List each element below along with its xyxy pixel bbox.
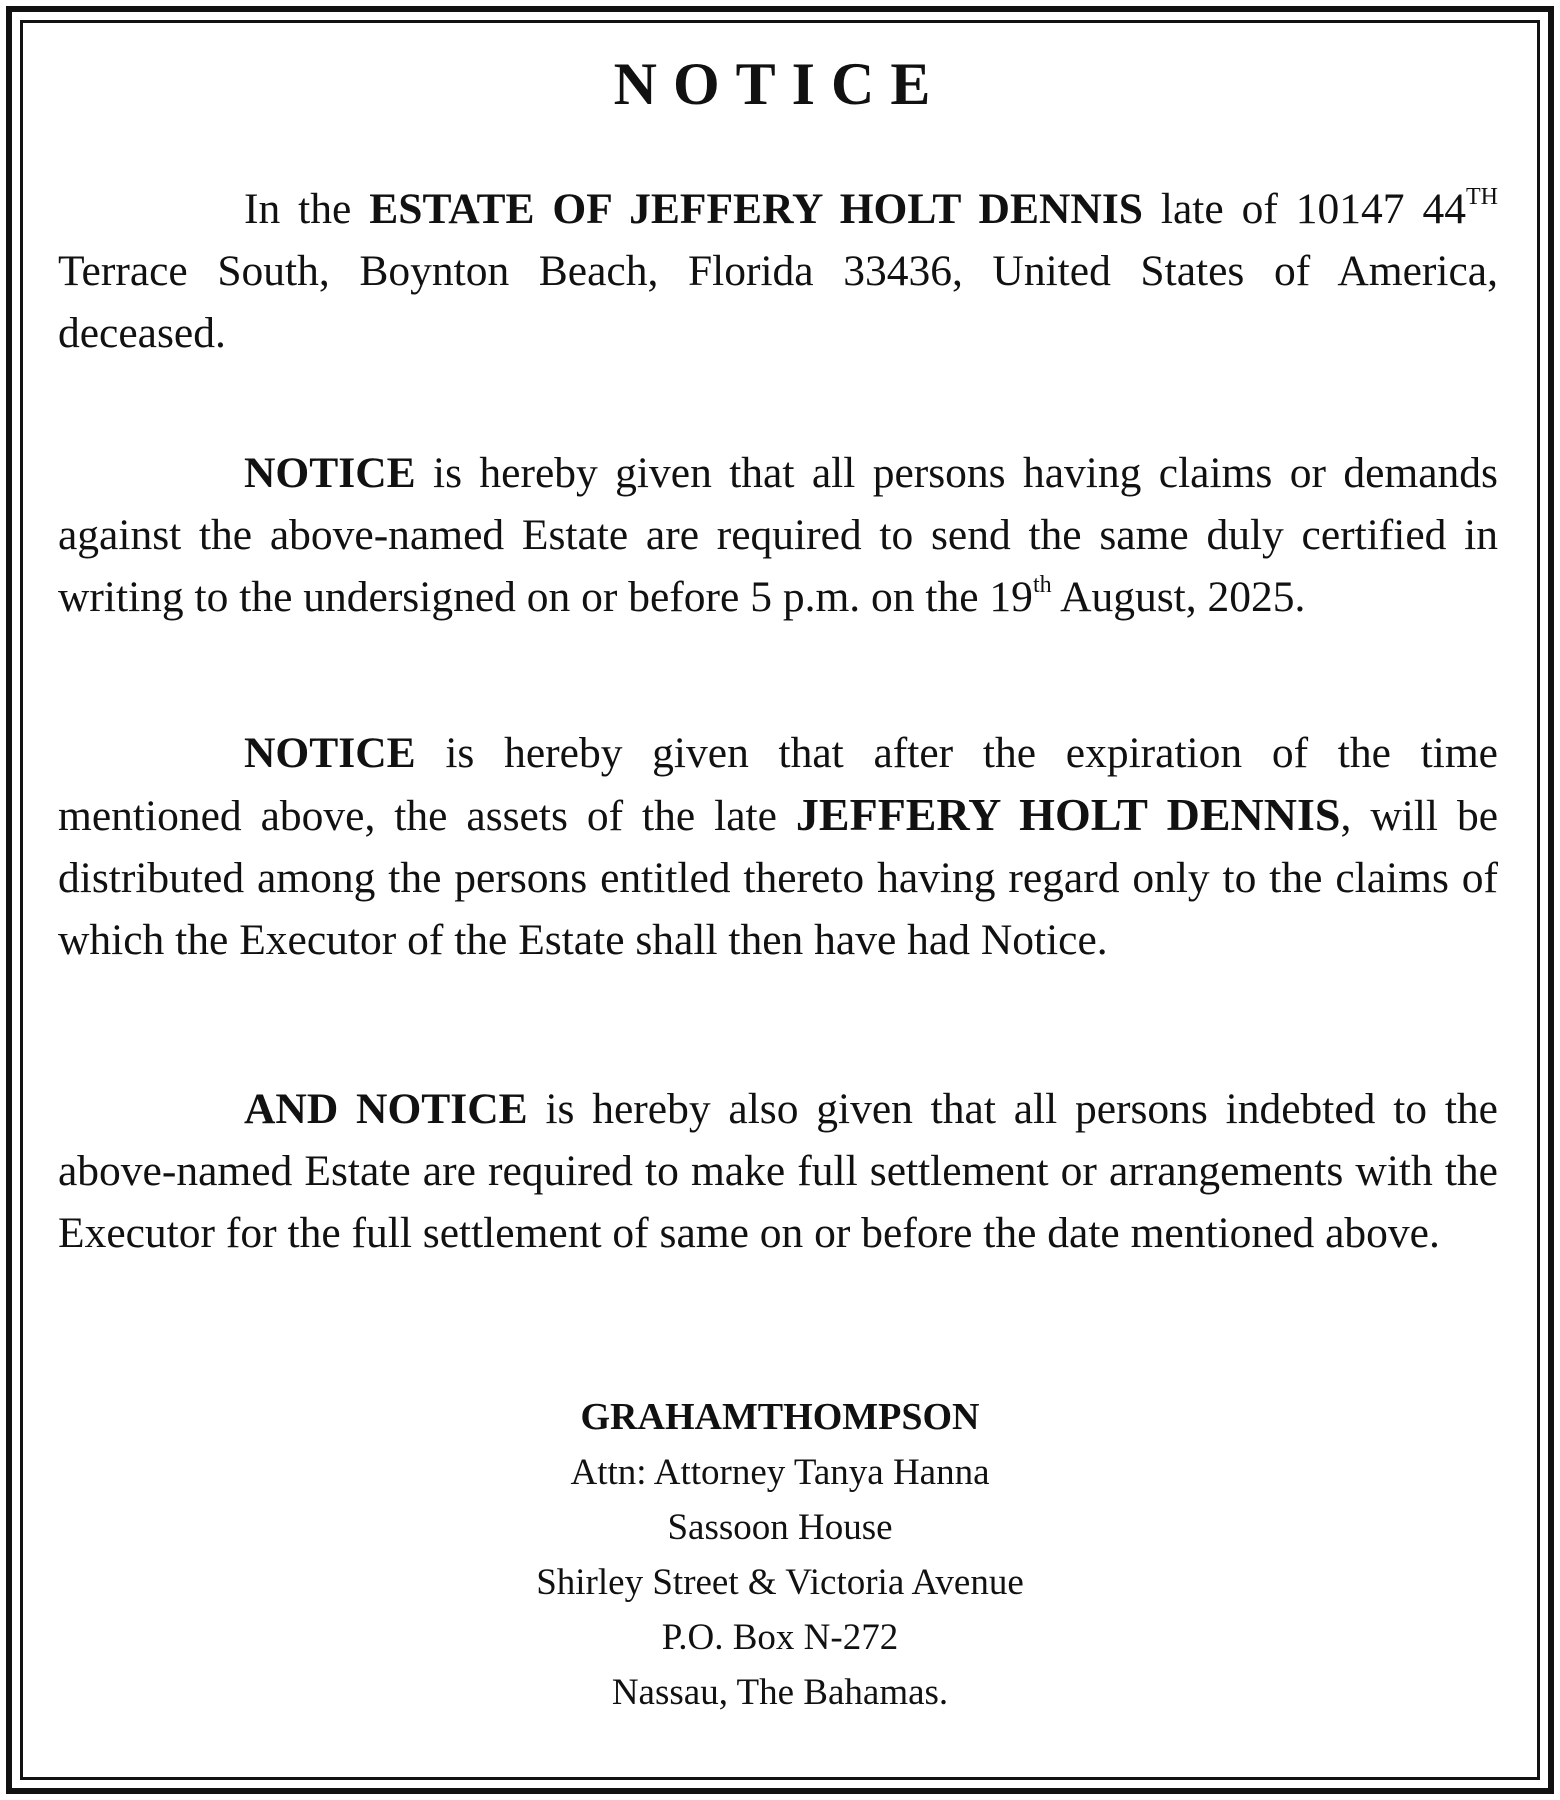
estate-address-a: late of 10147 44 [1142, 185, 1466, 233]
estate-address-b: Terrace South, Boynton Beach, Florida 33436, United States of America, deceased. [58, 247, 1498, 357]
city-line: Nassau, The Bahamas. [611, 1672, 949, 1713]
street-line: Shirley Street & Victoria Avenue [536, 1562, 1024, 1603]
claims-notice-label: NOTICE [244, 449, 416, 497]
firm-name: GRAHAMTHOMPSON [580, 1396, 980, 1438]
debts-paragraph [58, 1078, 1498, 1264]
debts-text: is hereby also given that all persons indebted to the above-named Estate are required to make full settlement or arrangements with the Executor for the full settlement of same on or before the date mentioned above. [58, 1085, 1498, 1257]
estate-address-sup: TH [1466, 183, 1498, 210]
estate-lead: In the [244, 185, 370, 233]
estate-name: ESTATE OF JEFFERY HOLT DENNIS [369, 185, 1143, 233]
claims-text-a: is hereby given that all persons having claims or demands against the above-named Estate are required to send the same duly certified in writing to the undersigned on or before 5 p.m. on the 19 [58, 449, 1498, 621]
distribution-text-a: is hereby given that after the expiration of the time mentioned above, the assets of the late [58, 729, 1498, 840]
distribution-paragraph [58, 722, 1498, 971]
deceased-name: JEFFERY HOLT DENNIS [795, 789, 1341, 840]
po-box-line: P.O. Box N-272 [661, 1617, 899, 1658]
notice-title: NOTICE [613, 51, 947, 117]
distribution-text-b: , will be distributed among the persons entitled thereto having regard only to the claims of which the Executor of the Estate shall then have had Notice. [58, 792, 1499, 964]
estate-paragraph [58, 178, 1498, 364]
building-line: Sassoon House [667, 1507, 893, 1548]
distribution-notice-label: NOTICE [244, 729, 416, 777]
debts-notice-label: AND NOTICE [244, 1085, 528, 1133]
claims-text-b: August, 2025. [1051, 573, 1306, 621]
claims-date-sup: th [1032, 571, 1052, 598]
claims-paragraph [58, 442, 1498, 628]
signature-block [0, 1390, 1560, 1720]
attn-line: Attn: Attorney Tanya Hanna [570, 1452, 990, 1493]
